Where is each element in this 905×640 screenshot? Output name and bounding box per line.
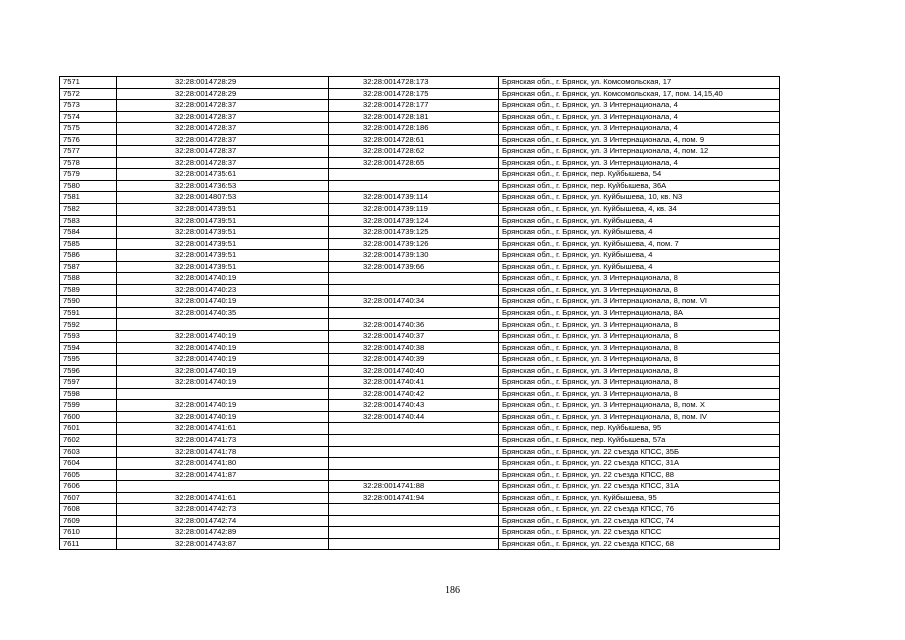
object-number-cell: 32:28:0014740:43 [329,400,499,412]
table-row [60,204,780,216]
address-cell: Брянская обл., г. Брянск, пер. Куйбышева, 36А [499,180,780,192]
address-cell: Брянская обл., г. Брянск, ул. 3 Интернационала, 8 [499,365,780,377]
row-number-cell: 7601 [60,423,117,435]
address-cell: Брянская обл., г. Брянск, ул. 3 Интернационала, 4, пом. 12 [499,146,780,158]
table-row [60,88,780,100]
table-row [60,469,780,481]
row-number-cell: 7611 [60,538,117,550]
table-row [60,481,780,493]
row-number-cell: 7576 [60,134,117,146]
table-row [60,250,780,262]
address-cell: Брянская обл., г. Брянск, ул. Куйбышева, 10, кв. N3 [499,192,780,204]
row-number-cell: 7591 [60,307,117,319]
table-row [60,365,780,377]
table-row [60,342,780,354]
parcel-number-cell: 32:28:0014728:37 [117,123,329,135]
address-cell: Брянская обл., г. Брянск, ул. 3 Интернационала, 4, пом. 9 [499,134,780,146]
row-number-cell: 7603 [60,446,117,458]
address-cell: Брянская обл., г. Брянск, ул. 22 съезда КПСС, 31А [499,458,780,470]
table-row [60,296,780,308]
row-number-cell: 7594 [60,342,117,354]
address-cell: Брянская обл., г. Брянск, ул. 3 Интернационала, 8 [499,377,780,389]
parcel-number-cell: 32:28:0014741:73 [117,434,329,446]
table-row [60,134,780,146]
object-number-cell [329,284,499,296]
parcel-number-cell: 32:28:0014728:29 [117,77,329,89]
object-number-cell [329,527,499,539]
parcel-number-cell: 32:28:0014728:37 [117,157,329,169]
parcel-number-cell: 32:28:0014728:37 [117,146,329,158]
object-number-cell: 32:28:0014728:65 [329,157,499,169]
table-row [60,146,780,158]
row-number-cell: 7581 [60,192,117,204]
address-cell: Брянская обл., г. Брянск, ул. 22 съезда КПСС, 31А [499,481,780,493]
table-row [60,100,780,112]
row-number-cell: 7587 [60,261,117,273]
object-number-cell: 32:28:0014728:177 [329,100,499,112]
address-cell: Брянская обл., г. Брянск, ул. 22 съезда КПСС, 68 [499,538,780,550]
parcel-number-cell: 32:28:0014740:19 [117,331,329,343]
address-cell: Брянская обл., г. Брянск, ул. Куйбышева, 4 [499,250,780,262]
row-number-cell: 7592 [60,319,117,331]
row-number-cell: 7582 [60,204,117,216]
parcel-number-cell [117,481,329,493]
parcel-number-cell: 32:28:0014743:87 [117,538,329,550]
row-number-cell: 7597 [60,377,117,389]
address-cell: Брянская обл., г. Брянск, ул. 3 Интернационала, 8 [499,342,780,354]
table-row [60,180,780,192]
object-number-cell: 32:28:0014740:36 [329,319,499,331]
address-cell: Брянская обл., г. Брянск, ул. 3 Интернационала, 8, пом. VI [499,296,780,308]
object-number-cell: 32:28:0014740:34 [329,296,499,308]
object-number-cell: 32:28:0014739:130 [329,250,499,262]
object-number-cell: 32:28:0014739:119 [329,204,499,216]
table-row [60,157,780,169]
table-row [60,354,780,366]
table-row [60,215,780,227]
cadastre-table [59,76,780,550]
parcel-number-cell: 32:28:0014740:35 [117,307,329,319]
row-number-cell: 7605 [60,469,117,481]
row-number-cell: 7580 [60,180,117,192]
object-number-cell [329,307,499,319]
row-number-cell: 7609 [60,515,117,527]
parcel-number-cell: 32:28:0014740:19 [117,377,329,389]
object-number-cell: 32:28:0014740:41 [329,377,499,389]
object-number-cell [329,458,499,470]
row-number-cell: 7583 [60,215,117,227]
row-number-cell: 7593 [60,331,117,343]
parcel-number-cell: 32:28:0014741:61 [117,492,329,504]
address-cell: Брянская обл., г. Брянск, ул. 3 Интернационала, 8 [499,388,780,400]
parcel-number-cell: 32:28:0014740:19 [117,273,329,285]
parcel-number-cell: 32:28:0014740:19 [117,365,329,377]
address-cell: Брянская обл., г. Брянск, ул. 22 съезда КПСС, 88 [499,469,780,481]
address-cell: Брянская обл., г. Брянск, ул. 3 Интернационала, 8 [499,284,780,296]
object-number-cell: 32:28:0014739:114 [329,192,499,204]
row-number-cell: 7573 [60,100,117,112]
object-number-cell: 32:28:0014728:186 [329,123,499,135]
address-cell: Брянская обл., г. Брянск, ул. 3 Интернационала, 8 [499,354,780,366]
table-row [60,284,780,296]
row-number-cell: 7585 [60,238,117,250]
address-cell: Брянская обл., г. Брянск, ул. Куйбышева, 4, кв. 34 [499,204,780,216]
object-number-cell [329,273,499,285]
object-number-cell: 32:28:0014741:88 [329,481,499,493]
object-number-cell [329,180,499,192]
row-number-cell: 7598 [60,388,117,400]
address-cell: Брянская обл., г. Брянск, ул. Комсомольская, 17 [499,77,780,89]
parcel-number-cell: 32:28:0014741:61 [117,423,329,435]
parcel-number-cell: 32:28:0014740:19 [117,400,329,412]
object-number-cell: 32:28:0014740:39 [329,354,499,366]
address-cell: Брянская обл., г. Брянск, ул. 3 Интернационала, 8, пом. IV [499,411,780,423]
parcel-number-cell: 32:28:0014740:19 [117,411,329,423]
address-cell: Брянская обл., г. Брянск, ул. Куйбышева, 4 [499,227,780,239]
row-number-cell: 7610 [60,527,117,539]
parcel-number-cell: 32:28:0014739:51 [117,250,329,262]
parcel-number-cell [117,319,329,331]
object-number-cell: 32:28:0014739:125 [329,227,499,239]
parcel-number-cell: 32:28:0014739:51 [117,227,329,239]
parcel-number-cell: 32:28:0014740:19 [117,342,329,354]
address-cell: Брянская обл., г. Брянск, ул. 3 Интернационала, 8, пом. Х [499,400,780,412]
parcel-number-cell: 32:28:0014741:80 [117,458,329,470]
object-number-cell: 32:28:0014728:173 [329,77,499,89]
table-row [60,504,780,516]
table-row [60,307,780,319]
parcel-number-cell: 32:28:0014807:53 [117,192,329,204]
object-number-cell: 32:28:0014740:40 [329,365,499,377]
address-cell: Брянская обл., г. Брянск, ул. 3 Интернационала, 8 [499,331,780,343]
object-number-cell [329,423,499,435]
parcel-number-cell: 32:28:0014740:19 [117,296,329,308]
object-number-cell: 32:28:0014728:61 [329,134,499,146]
table-row [60,423,780,435]
address-cell: Брянская обл., г. Брянск, ул. 22 съезда КПСС, 74 [499,515,780,527]
table-row [60,192,780,204]
parcel-number-cell: 32:28:0014740:19 [117,354,329,366]
address-cell: Брянская обл., г. Брянск, ул. Куйбышева, 4, пом. 7 [499,238,780,250]
row-number-cell: 7578 [60,157,117,169]
row-number-cell: 7589 [60,284,117,296]
row-number-cell: 7577 [60,146,117,158]
address-cell: Брянская обл., г. Брянск, пер. Куйбышева, 57а [499,434,780,446]
table-row [60,411,780,423]
row-number-cell: 7602 [60,434,117,446]
address-cell: Брянская обл., г. Брянск, ул. 3 Интернационала, 8 [499,319,780,331]
table-row [60,331,780,343]
object-number-cell [329,469,499,481]
object-number-cell [329,538,499,550]
table-row [60,400,780,412]
address-cell: Брянская обл., г. Брянск, ул. 3 Интернационала, 8 [499,273,780,285]
parcel-number-cell: 32:28:0014728:37 [117,134,329,146]
row-number-cell: 7608 [60,504,117,516]
row-number-cell: 7599 [60,400,117,412]
table-row [60,388,780,400]
parcel-number-cell: 32:28:0014742:73 [117,504,329,516]
address-cell: Брянская обл., г. Брянск, ул. Куйбышева, 4 [499,215,780,227]
parcel-number-cell: 32:28:0014742:89 [117,527,329,539]
parcel-number-cell: 32:28:0014739:51 [117,204,329,216]
table-row [60,527,780,539]
row-number-cell: 7596 [60,365,117,377]
object-number-cell: 32:28:0014739:124 [329,215,499,227]
table-row [60,169,780,181]
parcel-number-cell: 32:28:0014739:51 [117,238,329,250]
address-cell: Брянская обл., г. Брянск, ул. 3 Интернационала, 4 [499,111,780,123]
object-number-cell [329,169,499,181]
cadastre-table-body [60,77,780,550]
row-number-cell: 7588 [60,273,117,285]
address-cell: Брянская обл., г. Брянск, ул. 3 Интернационала, 4 [499,157,780,169]
parcel-number-cell: 32:28:0014741:87 [117,469,329,481]
row-number-cell: 7590 [60,296,117,308]
table-row [60,273,780,285]
object-number-cell: 32:28:0014728:181 [329,111,499,123]
parcel-number-cell: 32:28:0014736:53 [117,180,329,192]
address-cell: Брянская обл., г. Брянск, ул. Комсомольская, 17, пом. 14,15,40 [499,88,780,100]
table-row [60,77,780,89]
object-number-cell [329,515,499,527]
row-number-cell: 7606 [60,481,117,493]
parcel-number-cell: 32:28:0014740:23 [117,284,329,296]
row-number-cell: 7575 [60,123,117,135]
table-row [60,458,780,470]
parcel-number-cell: 32:28:0014728:37 [117,111,329,123]
parcel-number-cell: 32:28:0014742:74 [117,515,329,527]
object-number-cell: 32:28:0014740:44 [329,411,499,423]
table-row [60,446,780,458]
object-number-cell: 32:28:0014739:126 [329,238,499,250]
row-number-cell: 7586 [60,250,117,262]
parcel-number-cell: 32:28:0014728:37 [117,100,329,112]
row-number-cell: 7571 [60,77,117,89]
address-cell: Брянская обл., г. Брянск, ул. 3 Интернационала, 8А [499,307,780,319]
object-number-cell: 32:28:0014740:37 [329,331,499,343]
object-number-cell: 32:28:0014739:66 [329,261,499,273]
address-cell: Брянская обл., г. Брянск, ул. 22 съезда КПСС, 35Б [499,446,780,458]
table-row [60,123,780,135]
row-number-cell: 7579 [60,169,117,181]
row-number-cell: 7574 [60,111,117,123]
table-row [60,111,780,123]
row-number-cell: 7600 [60,411,117,423]
parcel-number-cell [117,388,329,400]
address-cell: Брянская обл., г. Брянск, ул. 3 Интернационала, 4 [499,123,780,135]
address-cell: Брянская обл., г. Брянск, ул. 22 съезда КПСС, 76 [499,504,780,516]
table-row [60,515,780,527]
object-number-cell: 32:28:0014740:38 [329,342,499,354]
table-row [60,227,780,239]
table-row [60,492,780,504]
address-cell: Брянская обл., г. Брянск, пер. Куйбышева, 54 [499,169,780,181]
table-row [60,377,780,389]
object-number-cell: 32:28:0014740:42 [329,388,499,400]
object-number-cell [329,434,499,446]
table-row [60,261,780,273]
address-cell: Брянская обл., г. Брянск, ул. Куйбышева, 95 [499,492,780,504]
table-row [60,238,780,250]
parcel-number-cell: 32:28:0014735:61 [117,169,329,181]
address-cell: Брянская обл., г. Брянск, ул. 22 съезда КПСС [499,527,780,539]
object-number-cell: 32:28:0014741:94 [329,492,499,504]
parcel-number-cell: 32:28:0014728:29 [117,88,329,100]
row-number-cell: 7604 [60,458,117,470]
address-cell: Брянская обл., г. Брянск, ул. Куйбышева, 4 [499,261,780,273]
address-cell: Брянская обл., г. Брянск, ул. 3 Интернационала, 4 [499,100,780,112]
table-row [60,319,780,331]
object-number-cell [329,446,499,458]
table-row [60,434,780,446]
page-number: 186 [445,585,460,596]
parcel-number-cell: 32:28:0014741:78 [117,446,329,458]
table-row [60,538,780,550]
object-number-cell: 32:28:0014728:175 [329,88,499,100]
object-number-cell [329,504,499,516]
parcel-number-cell: 32:28:0014739:51 [117,261,329,273]
row-number-cell: 7595 [60,354,117,366]
object-number-cell: 32:28:0014728:62 [329,146,499,158]
row-number-cell: 7572 [60,88,117,100]
row-number-cell: 7584 [60,227,117,239]
address-cell: Брянская обл., г. Брянск, пер. Куйбышева, 95 [499,423,780,435]
row-number-cell: 7607 [60,492,117,504]
parcel-number-cell: 32:28:0014739:51 [117,215,329,227]
